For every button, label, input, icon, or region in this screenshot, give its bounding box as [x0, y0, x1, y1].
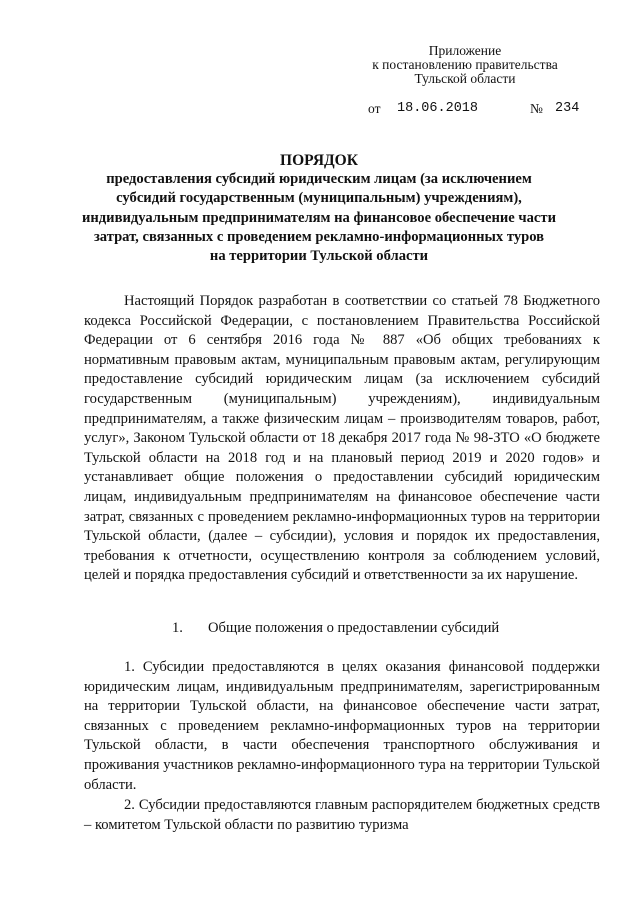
title-line-1: предоставления субсидий юридическим лицам (за исключением — [106, 171, 532, 188]
section-number: 1. — [172, 620, 183, 636]
document-title — [60, 151, 578, 266]
clause-1-paragraph: 1. Субсидии предоставляются в целях оказания финансовой поддержки юридическим лицам, индивидуальным предпринимателям, зарегистрированным на территории Тульской области, на финансовое обеспечение части затрат, связанных с проведением рекламно-информационных туров на территории Тульской области, в части обеспечения транспортного обслуживания и проживания участников рекламно-информационного тура на территории Тульской области. — [84, 659, 600, 793]
resolution-date: 18.06.2018 — [397, 101, 479, 116]
section-heading — [172, 620, 552, 637]
title-heading: ПОРЯДОК — [280, 152, 358, 169]
resolution-number: 234 — [555, 101, 580, 116]
from-label: от — [368, 101, 381, 116]
title-line-3: индивидуальным предпринимателям на финансовое обеспечение части — [81, 209, 556, 226]
title-line-2: субсидий государственным (муниципальным) учреждениям), — [116, 190, 522, 207]
section-title: Общие положения о предоставлении субсидий — [208, 620, 500, 636]
number-label: № — [530, 101, 543, 116]
intro-paragraph: Настоящий Порядок разработан в соответствии со статьей 78 Бюджетного кодекса Российской Федерации, с постановлением Правительства Российской Федерации от 6 сентября 2016 года № 887 «Об общих требованиях к нормативным правовым актам, муниципальным правовым актам, регулирующим предоставление субсидий юридическим лицам (за исключением субсидий государственным (муниципальным) учреждениям), индивидуальным предпринимателям, а также физическим лицам – производителям товаров, работ, услуг», Законом Тульской области от 18 декабря 2017 года № 98-ЗТО «О бюджете Тульской области на 2018 год и на плановый период 2019 и 2020 годов» и устанавливает общие положения о предоставлении субсидий юридическим лицам, индивидуальным предпринимателям на финансовое обеспечение части затрат, связанных с проведением рекламно-информационных туров на территории Тульской области, (далее – субсидии), условия и порядок их предоставления, требования к отчетности, осуществлению контроля за соблюдением условий, целей и порядка предоставления субсидий и ответственности за их нарушение. — [84, 293, 600, 584]
appendix-header — [340, 44, 590, 86]
title-line-5: на территории Тульской области — [209, 248, 429, 265]
appendix-line-2: к постановлению правительства — [372, 57, 558, 72]
clause-2-paragraph: 2. Субсидии предоставляются главным распорядителем бюджетных средств – комитетом Тульской области по развитию туризма — [84, 797, 600, 833]
appendix-line-3: Тульской области — [414, 71, 516, 86]
title-line-4: затрат, связанных с проведением рекламно-информационных туров — [93, 228, 545, 245]
appendix-line-1: Приложение — [428, 43, 502, 58]
resolution-dateline — [368, 101, 598, 117]
